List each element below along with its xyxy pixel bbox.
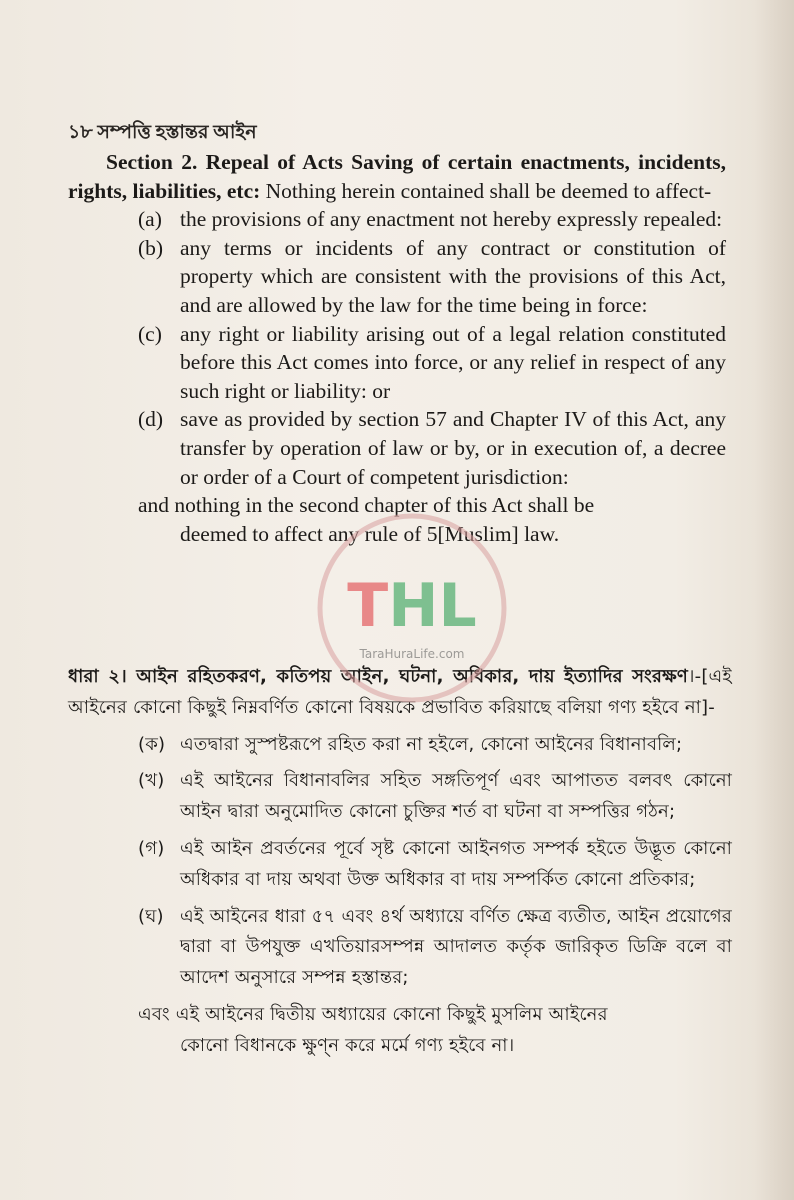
bangla-section-title: ধারা ২। আইন রহিতকরণ, কতিপয় আইন, ঘটনা, অধিকার, দায় ইত্যাদির সংরক্ষণ xyxy=(68,666,688,687)
clause-text: any right or liability arising out of a legal relation constituted before this Act comes into force, or any relief in respect of any such right or liability: or xyxy=(180,321,726,403)
bangla-clause-gha xyxy=(68,902,732,994)
page-edge-shadow xyxy=(754,0,794,1200)
clause-text: any terms or incidents of any contract or constitution of property which are consistent with the provisions of this Act, and are allowed by the law for the time being in force: xyxy=(180,235,726,317)
bangla-intro: ।-[এই আইনের কোনো কিছুই নিম্নবর্ণিত কোনো বিষয়কে প্রভাবিত করিয়াছে বলিয়া গণ্য হইবে না]- xyxy=(68,666,732,718)
section-title: Section 2. Repeal of Acts Saving of certain enactments, incidents, rights, liabilities, etc: xyxy=(68,150,726,203)
clause-d xyxy=(68,405,726,491)
proviso-line-2: কোনো বিধানকে ক্ষুণ্ন করে মর্মে গণ্য হইবে না। xyxy=(180,1034,515,1056)
bangla-section xyxy=(68,662,732,1062)
clause-a xyxy=(68,205,726,234)
bangla-closing-proviso xyxy=(68,1000,732,1062)
bangla-clause-kha xyxy=(68,766,732,828)
clause-label: (d) xyxy=(138,407,164,432)
proviso-line-2: deemed to affect any rule of 5[Muslim] law. xyxy=(180,521,560,546)
watermark-letter: T xyxy=(347,571,389,641)
clause-text: save as provided by section 57 and Chapter IV of this Act, any transfer by operation of law or by, or in execution of, a decree or order of a Court of competent jurisdiction: xyxy=(180,407,726,489)
watermark-letter: H xyxy=(388,571,439,641)
clause-label: (b) xyxy=(138,235,164,260)
section-heading-paragraph xyxy=(68,148,726,205)
site-watermark-logo xyxy=(312,508,512,708)
proviso-line-1: এবং এই আইনের দ্বিতীয় অধ্যায়ের কোনো কিছুই মুসলিম আইনের xyxy=(138,1003,608,1025)
clause-text: এতদ্বারা সুস্পষ্টরূপে রহিত করা না হইলে, কোনো আইনের বিধানাবলি; xyxy=(180,733,683,755)
proviso-line-1: and nothing in the second chapter of this Act shall be xyxy=(138,493,595,518)
watermark-mark xyxy=(347,571,476,641)
english-section xyxy=(68,148,726,548)
clause-b xyxy=(68,234,726,320)
clause-label: (গ) xyxy=(138,837,165,859)
clause-label: (ঘ) xyxy=(138,905,164,927)
bangla-clause-ga xyxy=(68,834,732,896)
clause-label: (ক) xyxy=(138,733,166,755)
section-intro: Nothing herein contained shall be deemed to affect- xyxy=(260,178,712,203)
bangla-clause-ka xyxy=(68,730,732,761)
watermark-site: TaraHuraLife.com xyxy=(359,647,465,661)
clause-label: (খ) xyxy=(138,770,165,792)
clause-text: এই আইনের বিধানাবলির সহিত সঙ্গতিপূর্ণ এবং আপাতত বলবৎ কোনো আইন দ্বারা অনুমোদিত কোনো চুক্তির শর্ত বা ঘটনা বা সম্পত্তির গঠন; xyxy=(180,770,732,823)
clause-text: এই আইন প্রবর্তনের পূর্বে সৃষ্ট কোনো আইনগত সম্পর্ক হইতে উদ্ভূত কোনো অধিকার বা দায় অথবা উক্ত অধিকার বা দায় সম্পর্কিত কোনো প্রতিকার; xyxy=(180,837,732,890)
clause-text: the provisions of any enactment not hereby expressly repealed: xyxy=(180,207,723,232)
clause-label: (c) xyxy=(138,321,162,346)
running-head: ১৮ সম্পত্তি হস্তান্তর আইন xyxy=(68,122,257,143)
clause-c xyxy=(68,320,726,406)
watermark-letter: L xyxy=(438,571,477,641)
clause-text: এই আইনের ধারা ৫৭ এবং ৪র্থ অধ্যায়ে বর্ণিত ক্ষেত্র ব্যতীত, আইন প্রয়োগের দ্বারা বা উপযুক্ত এখতিয়ারসম্পন্ন আদালত কর্তৃক জারিকৃত ডিক্রি বলে বা আদেশ অনুসারে সম্পন্ন হস্তান্তর; xyxy=(180,905,732,989)
clause-label: (a) xyxy=(138,207,162,232)
